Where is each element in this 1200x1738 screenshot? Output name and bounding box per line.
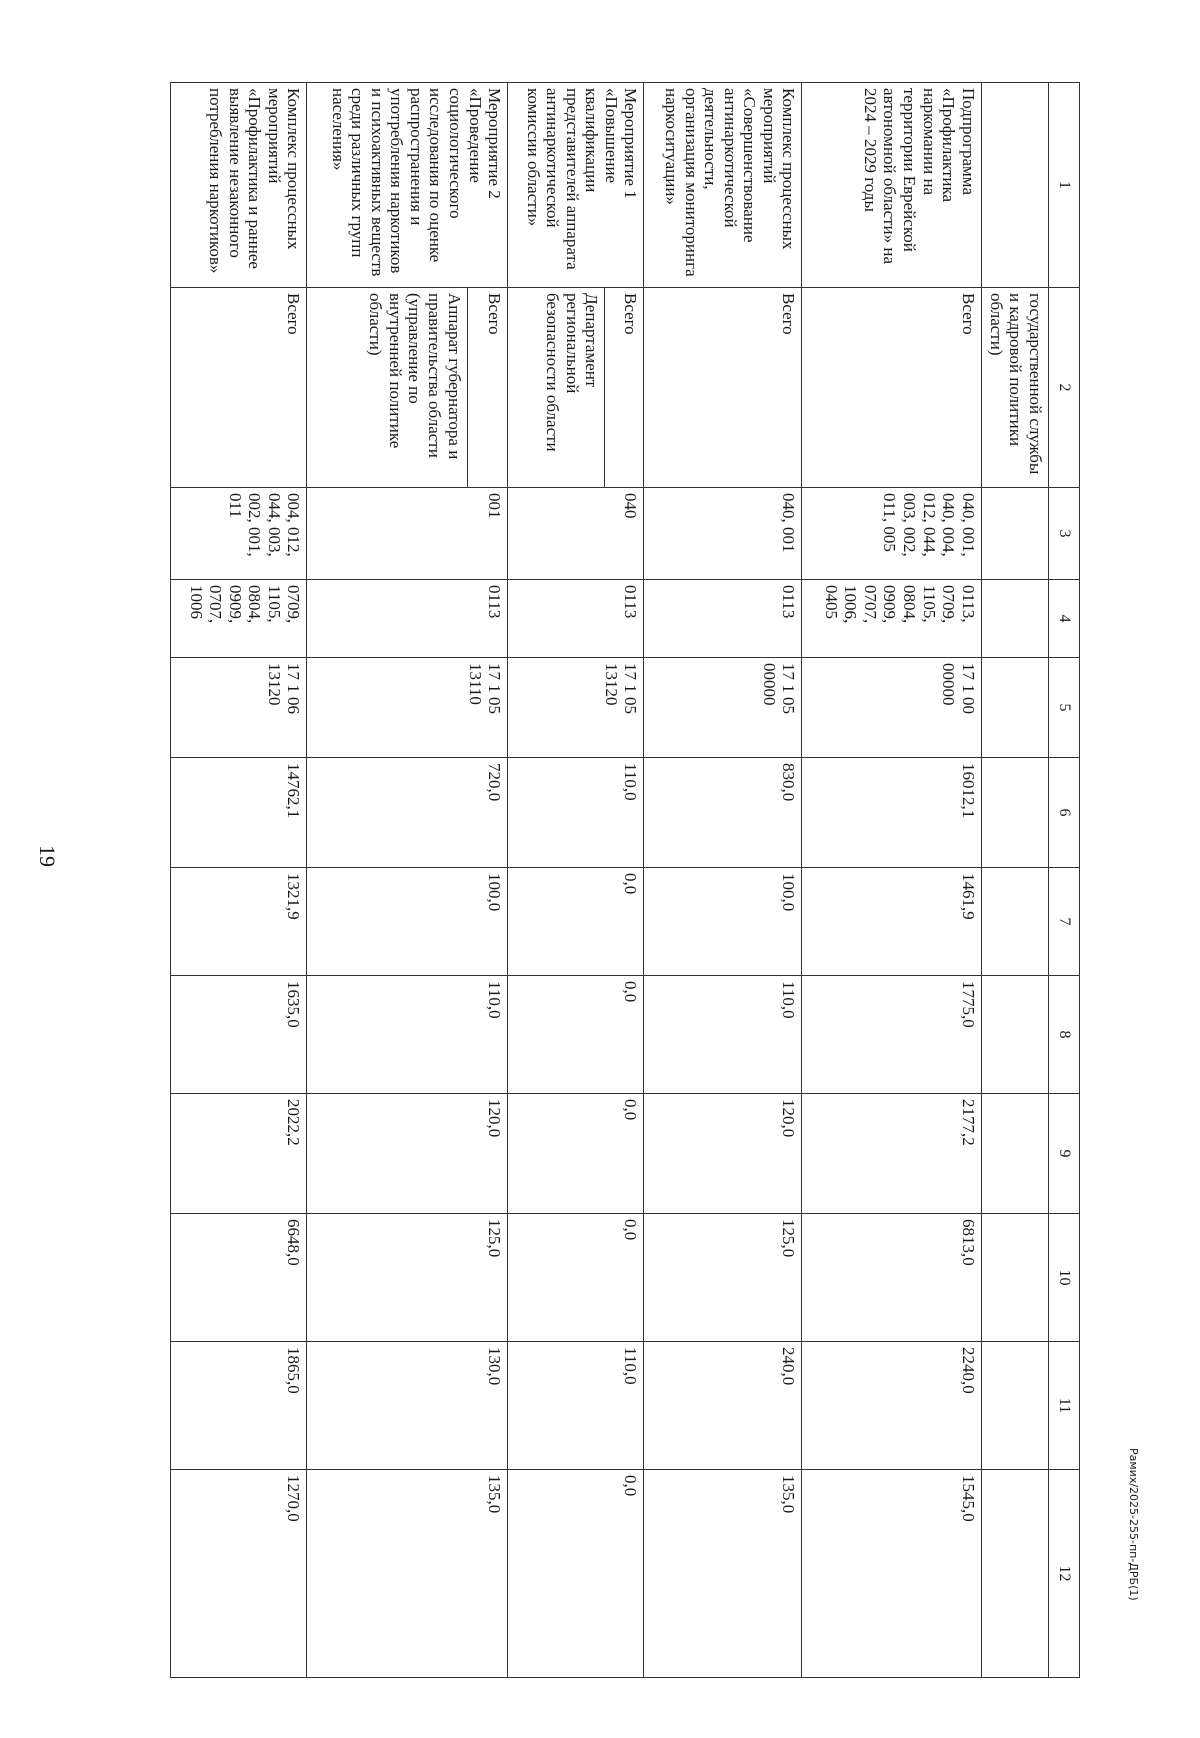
executor: Аппарат губернатора и правительства области (управление по внутренней политике области) bbox=[307, 288, 467, 488]
table-row bbox=[644, 83, 802, 1678]
header-cell: 6 bbox=[1048, 758, 1079, 868]
value-total: 720,0 bbox=[307, 758, 508, 868]
header-cell: 4 bbox=[1048, 580, 1079, 658]
header-row bbox=[1048, 83, 1079, 1678]
table-row bbox=[605, 83, 644, 1678]
value-col8: 110,0 bbox=[644, 976, 802, 1094]
target-code: 17 1 00 00000 bbox=[802, 658, 981, 758]
continuation-text: государственной службы и кадровой политики области) bbox=[981, 288, 1048, 488]
section-code: 0113 bbox=[644, 580, 802, 658]
header-cell: 12 bbox=[1048, 1470, 1079, 1678]
value-col7: 100,0 bbox=[644, 868, 802, 976]
executor: Департамент региональной безопасности области bbox=[508, 288, 605, 488]
executor: Всего bbox=[467, 288, 508, 488]
section-code: 0113 bbox=[508, 580, 644, 658]
value-col8: 1635,0 bbox=[171, 976, 307, 1094]
rotated-table-container bbox=[170, 82, 1080, 1677]
executor: Всего bbox=[644, 288, 802, 488]
admin-code: 040, 001, 040, 004, 012, 044, 003, 002, 011, 005 bbox=[802, 488, 981, 580]
continuation-row bbox=[981, 83, 1048, 1678]
value-col11: 240,0 bbox=[644, 1342, 802, 1470]
table-row bbox=[171, 83, 307, 1678]
value-col11: 110,0 bbox=[508, 1342, 644, 1470]
section-code: 0113 bbox=[307, 580, 508, 658]
value-col10: 0,0 bbox=[508, 1214, 644, 1342]
section-code: 0709, 1105, 0804, 0909, 0707, 1006 bbox=[171, 580, 307, 658]
value-total: 110,0 bbox=[508, 758, 644, 868]
value-col10: 6648,0 bbox=[171, 1214, 307, 1342]
page-number: 19 bbox=[35, 845, 60, 867]
value-col8: 0,0 bbox=[508, 976, 644, 1094]
program-name: Комплекс процессных мероприятий «Совершенствование антинаркотической деятельности, организация мониторинга наркоситуации» bbox=[644, 83, 802, 288]
value-col7: 100,0 bbox=[307, 868, 508, 976]
header-cell: 9 bbox=[1048, 1094, 1079, 1214]
header-cell: 1 bbox=[1048, 83, 1079, 288]
value-total: 830,0 bbox=[644, 758, 802, 868]
header-cell: 5 bbox=[1048, 658, 1079, 758]
header-cell: 8 bbox=[1048, 976, 1079, 1094]
value-col9: 0,0 bbox=[508, 1094, 644, 1214]
header-cell: 7 bbox=[1048, 868, 1079, 976]
budget-table bbox=[170, 82, 1080, 1678]
value-total: 16012,1 bbox=[802, 758, 981, 868]
target-code: 17 1 06 13120 bbox=[171, 658, 307, 758]
value-col8: 110,0 bbox=[307, 976, 508, 1094]
value-col9: 2022,2 bbox=[171, 1094, 307, 1214]
value-col7: 1321,9 bbox=[171, 868, 307, 976]
value-col9: 2177,2 bbox=[802, 1094, 981, 1214]
executor: Всего bbox=[171, 288, 307, 488]
admin-code: 001 bbox=[307, 488, 508, 580]
target-code: 17 1 05 13110 bbox=[307, 658, 508, 758]
document-code: Рамих/2025-255-пп-ДРБ(1) bbox=[1127, 1448, 1140, 1601]
executor: Всего bbox=[605, 288, 644, 488]
program-name: Мероприятие 1 «Повышение квалификации представителей аппарата антинаркотической комиссии области» bbox=[508, 83, 644, 288]
admin-code: 040 bbox=[508, 488, 644, 580]
target-code: 17 1 05 13120 bbox=[508, 658, 644, 758]
program-name: Комплекс процессных мероприятий «Профилактика и раннее выявление незаконного потребления наркотиков» bbox=[171, 83, 307, 288]
value-total: 14762,1 bbox=[171, 758, 307, 868]
value-col7: 1461,9 bbox=[802, 868, 981, 976]
program-name: Мероприятие 2 «Проведение социологического исследования по оценке распространения и употребления наркотиков и психоактивных веществ среди различных групп населения» bbox=[307, 83, 508, 288]
value-col10: 125,0 bbox=[307, 1214, 508, 1342]
admin-code: 004, 012, 044, 003, 002, 001, 011 bbox=[171, 488, 307, 580]
value-col7: 0,0 bbox=[508, 868, 644, 976]
target-code: 17 1 05 00000 bbox=[644, 658, 802, 758]
program-name: Подпрограмма «Профилактика наркомании на территории Еврейской автономной области» на 2024 – 2029 годы bbox=[802, 83, 981, 288]
value-col8: 1775,0 bbox=[802, 976, 981, 1094]
value-col10: 6813,0 bbox=[802, 1214, 981, 1342]
value-col9: 120,0 bbox=[644, 1094, 802, 1214]
table-row bbox=[467, 83, 508, 1678]
admin-code: 040, 001 bbox=[644, 488, 802, 580]
value-col12: 0,0 bbox=[508, 1470, 644, 1678]
value-col12: 1270,0 bbox=[171, 1470, 307, 1678]
value-col11: 2240,0 bbox=[802, 1342, 981, 1470]
value-col9: 120,0 bbox=[307, 1094, 508, 1214]
value-col12: 1545,0 bbox=[802, 1470, 981, 1678]
value-col11: 130,0 bbox=[307, 1342, 508, 1470]
value-col10: 125,0 bbox=[644, 1214, 802, 1342]
header-cell: 11 bbox=[1048, 1342, 1079, 1470]
header-cell: 3 bbox=[1048, 488, 1079, 580]
header-cell: 10 bbox=[1048, 1214, 1079, 1342]
value-col11: 1865,0 bbox=[171, 1342, 307, 1470]
section-code: 0113, 0709, 1105, 0804, 0909, 0707, 1006, 0405 bbox=[802, 580, 981, 658]
executor: Всего bbox=[802, 288, 981, 488]
value-col12: 135,0 bbox=[644, 1470, 802, 1678]
header-cell: 2 bbox=[1048, 288, 1079, 488]
value-col12: 135,0 bbox=[307, 1470, 508, 1678]
table-row bbox=[802, 83, 981, 1678]
